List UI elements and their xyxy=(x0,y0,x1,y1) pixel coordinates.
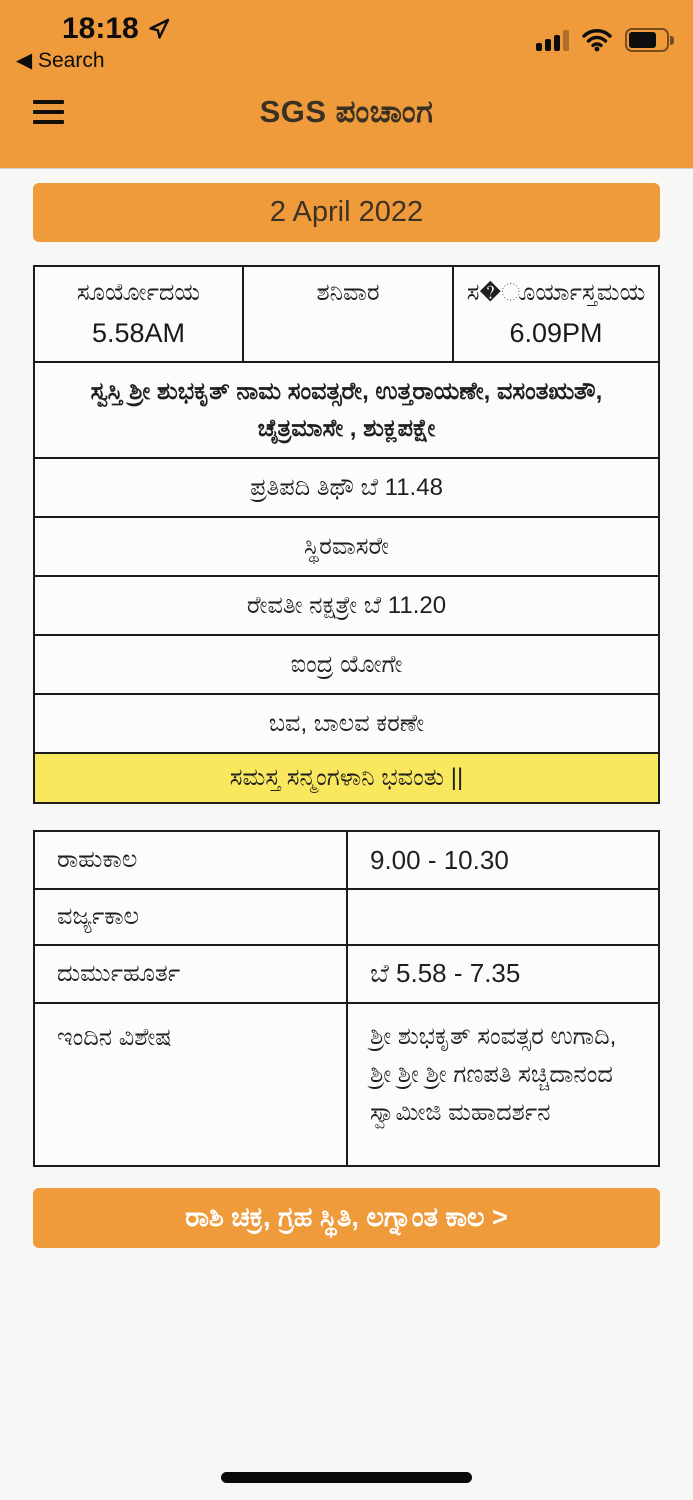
nakshatra-row: ರೇವತೀ ನಕ್ಷತ್ರೇ ಬೆ 11.20 xyxy=(35,575,658,634)
sunrise-cell xyxy=(35,267,242,361)
sunrise-label: ಸೂರ್ಯೋದಯ xyxy=(76,279,201,306)
sunset-label: ಸ�ೂರ್ಯಾಸ್ತಮಯ xyxy=(466,279,646,306)
clock-text: 18:18 xyxy=(62,12,139,45)
table-row-varjyakala xyxy=(35,888,658,944)
todays-special-value: ಶ್ರೀ ಶುಭಕೃತ್ ಸಂವತ್ಸರ ಉಗಾದಿ, ಶ್ರೀ ಶ್ರೀ ಶ್ರೀ ಗಣಪತಿ ಸಚ್ಚಿದಾನಂದ ಸ್ವಾಮೀಜಿ ಮಹಾದರ್ಶನ xyxy=(370,1023,617,1126)
status-icons xyxy=(536,24,675,56)
rahukala-value: 9.00 - 10.30 xyxy=(370,844,509,875)
samvatsara-row: ಸ್ವಸ್ತಿ ಶ್ರೀ ಶುಭಕೃತ್ ನಾಮ ಸಂವತ್ಸರೇ, ಉತ್ತರಾಯಣೇ, ವಸಂತಋತೌ, ಚೈತ್ರಮಾಸೇ , ಶುಕ್ಲಪಕ್ಷೇ xyxy=(35,361,658,457)
rahukala-label: ರಾಹುಕಾಲ xyxy=(35,832,348,888)
table-row-durmuhurta xyxy=(35,944,658,1002)
panchanga-table xyxy=(33,265,660,804)
status-time xyxy=(62,12,171,46)
location-arrow-icon xyxy=(147,17,171,41)
sunrise-time: 5.58AM xyxy=(91,318,186,348)
karana-row: ಬವ, ಬಾಲವ ಕರಣೇ xyxy=(35,693,658,752)
tithi-row: ಪ್ರತಿಪದಿ ತಿಥೌ ಬೆ 11.48 xyxy=(35,457,658,516)
home-indicator[interactable] xyxy=(221,1472,472,1483)
cellular-signal-icon xyxy=(536,29,569,51)
timings-table xyxy=(33,830,660,1167)
menu-button[interactable] xyxy=(33,100,64,124)
varjyakala-value xyxy=(348,890,658,944)
status-bar xyxy=(0,0,693,80)
app-header xyxy=(0,0,693,169)
sunset-time: 6.09PM xyxy=(509,318,603,348)
sun-times-row xyxy=(35,267,658,361)
date-banner[interactable]: 2 April 2022 xyxy=(33,183,660,242)
durmuhurta-label: ದುರ್ಮುಹೂರ್ತ xyxy=(35,946,348,1002)
table-row-todays-special xyxy=(35,1002,658,1165)
wifi-icon xyxy=(582,28,612,52)
rashi-chakra-button[interactable]: ರಾಶಿ ಚಕ್ರ, ಗ್ರಹ ಸ್ಥಿತಿ, ಲಗ್ನಾಂತ ಕಾಲ > xyxy=(33,1188,660,1248)
battery-charge-level xyxy=(629,32,656,48)
vasara-row: ಸ್ಥಿರವಾಸರೇ xyxy=(35,516,658,575)
todays-special-label: ಇಂದಿನ ವಿಶೇಷ xyxy=(35,1004,348,1165)
table-row-rahukala xyxy=(35,832,658,888)
sunset-cell xyxy=(452,267,658,361)
yoga-row: ಐಂದ್ರ ಯೋಗೇ xyxy=(35,634,658,693)
varjyakala-label: ವರ್ಜ್ಯಕಾಲ xyxy=(35,890,348,944)
weekday-label: ಶನಿವಾರ xyxy=(316,279,380,306)
app-title: SGS ಪಂಚಾಂಗ xyxy=(259,94,434,129)
durmuhurta-value: ಬೆ 5.58 - 7.35 xyxy=(370,958,521,988)
weekday-cell xyxy=(242,267,452,361)
battery-icon xyxy=(625,28,675,53)
back-to-search-link[interactable]: ◀ Search xyxy=(16,49,105,72)
blessing-row: ಸಮಸ್ತ ಸನ್ಮಂಗಳಾನಿ ಭವಂತು || xyxy=(35,752,658,802)
nav-bar xyxy=(0,80,693,168)
